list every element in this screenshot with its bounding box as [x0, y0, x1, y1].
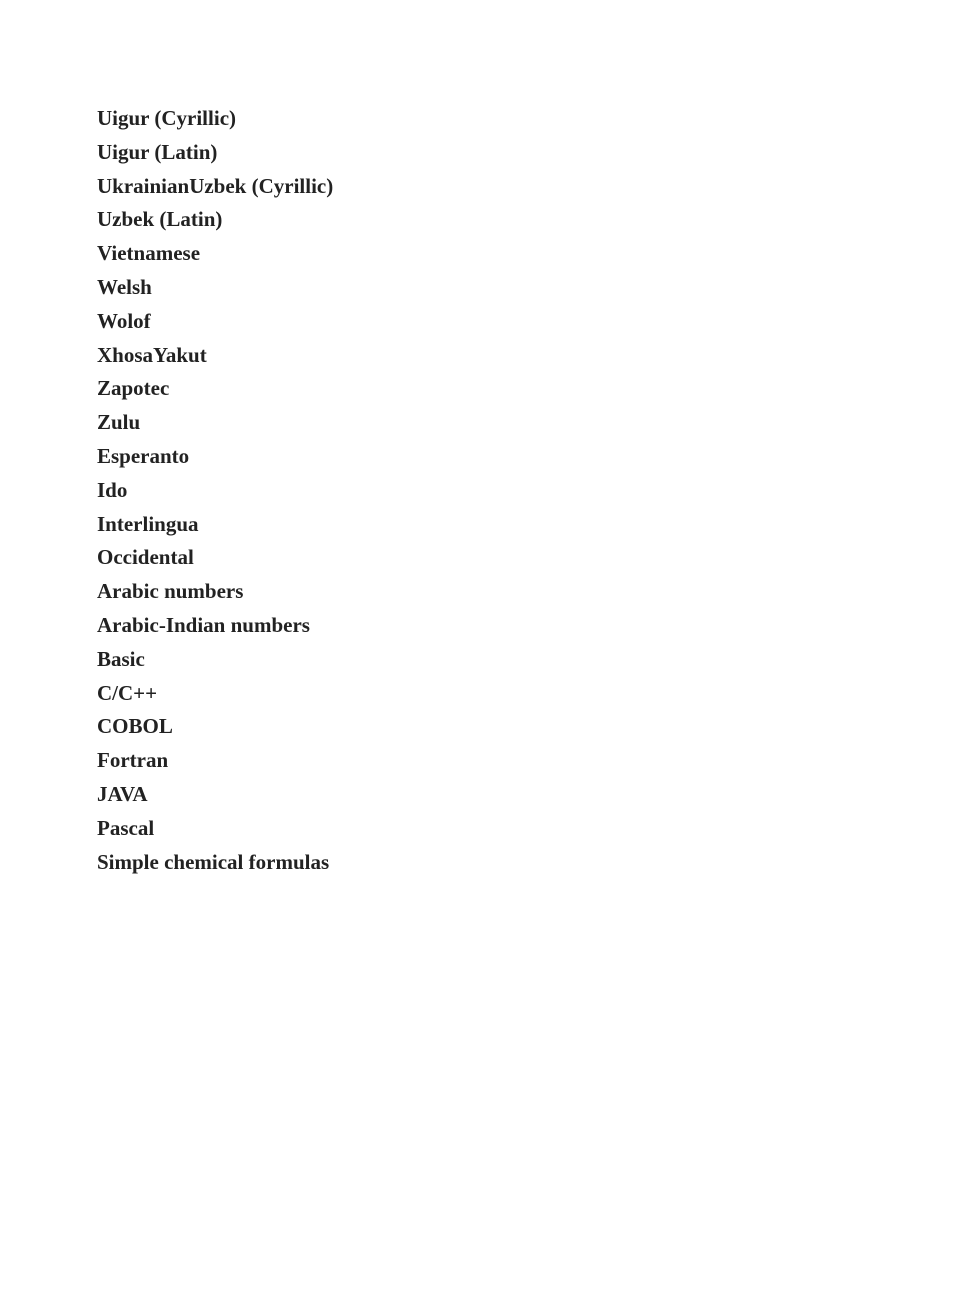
language-list	[97, 102, 333, 879]
list-item: Basic	[97, 646, 145, 671]
list-item: Uigur (Latin)	[97, 139, 218, 164]
list-item: JAVA	[97, 781, 148, 806]
list-item: Ido	[97, 477, 128, 502]
list-item: Vietnamese	[97, 241, 201, 266]
list-item: Interlingua	[97, 511, 199, 536]
list-item: Fortran	[97, 748, 169, 773]
list-item: C/C++	[97, 680, 158, 705]
list-item: Simple chemical formulas	[97, 849, 330, 874]
list-item: Esperanto	[97, 443, 190, 468]
list-item: Pascal	[97, 815, 155, 840]
list-item: XhosaYakut	[97, 342, 207, 367]
list-item: Zapotec	[97, 376, 170, 401]
list-item: Occidental	[97, 545, 194, 570]
list-item: Uigur (Cyrillic)	[97, 106, 237, 130]
list-item: UkrainianUzbek (Cyrillic)	[97, 173, 334, 198]
list-item: Uzbek (Latin)	[97, 207, 223, 232]
list-item: Zulu	[97, 410, 141, 435]
list-item: Arabic numbers	[97, 579, 244, 604]
list-item: Welsh	[97, 274, 152, 299]
list-item: COBOL	[97, 714, 173, 739]
list-item: Arabic-Indian numbers	[97, 612, 310, 637]
list-item: Wolof	[97, 308, 151, 333]
